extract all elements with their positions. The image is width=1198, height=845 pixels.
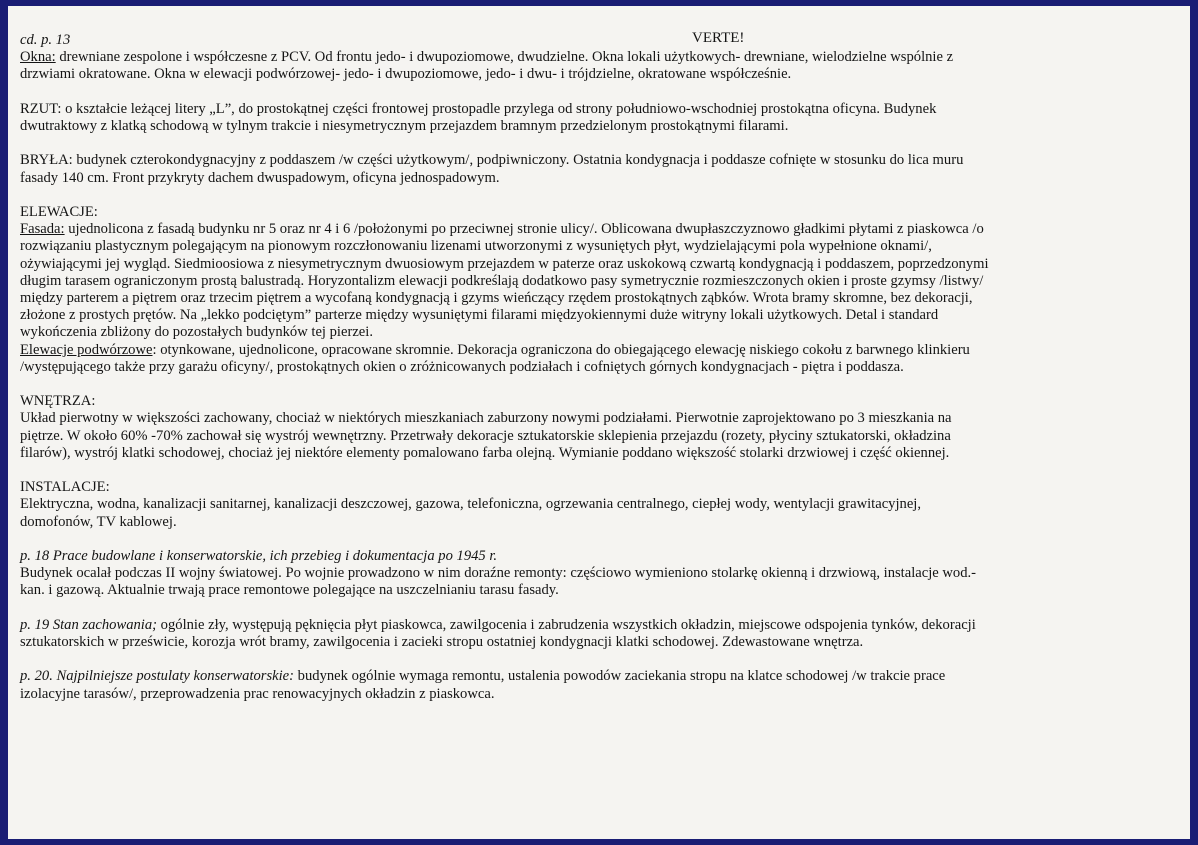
p20-line-1 — [20, 668, 1182, 685]
p18-section — [20, 548, 1182, 600]
podworzowe-label: Elewacje podwórzowe — [20, 341, 153, 358]
podworzowe-line-2: /występującego także przy garażu oficyny/, prostokątnych okien o zróżnicowanych podziałach i cofniętych górnych kondygnacjach - piętra i poddasza. — [20, 358, 904, 375]
instalacje-section — [20, 479, 1182, 531]
fasada-line-3: ożywiającymi jej wygląd. Siedmioosiowa z niesymetrycznym dwuosiowym przejazdem w paterze oraz uskokową czwartą kondygnacją i poddaszem, poprzedzonymi — [20, 255, 989, 272]
rzut-section — [20, 101, 1182, 135]
okna-label: Okna: — [20, 49, 56, 66]
okna-line-2: drzwiami okratowane. Okna w elewacji podwórzowej- jedo- i dwupoziomowe, jedo- i dwu- i trójdzielne, okratowane współcześnie. — [20, 66, 792, 83]
document-page — [8, 6, 1190, 839]
p19-text-1: ogólnie zły, występują pęknięcia płyt piaskowca, zawilgocenia i zabrudzenia wszystkich okładzin, miejscowe odspojenia tynków, dekoracji — [157, 616, 976, 633]
rzut-line-1: RZUT: o kształcie leżącej litery „L”, do prostokątnej części frontowej prostopadle przylega od strony południowo-wschodniej prostokątna oficyna. Budynek — [20, 100, 937, 117]
p19-line-1 — [20, 617, 1182, 634]
fasada-line-5: między parterem a piętrem oraz trzecim piętrem a wycofaną kondygnacją i gzyms wieńczący rzędem prostokątnych ząbków. Wrota bramy skromne, bez dekoracji, — [20, 290, 973, 306]
instalacje-line-1: Elektryczna, wodna, kanalizacji sanitarnej, kanalizacji deszczowej, gazowa, telefoniczna, ogrzewania centralnego, ciepłej wody, wentylacji grawitacyjnej, — [20, 496, 921, 513]
p20-section — [20, 668, 1182, 702]
p18-line-2: kan. i gazową. Aktualnie trwają prace remontowe polegające na uszczelnianiu tarasu fasady. — [20, 582, 559, 599]
p18-line-1: Budynek ocalał podczas II wojny światowej. Po wojnie prowadzono w nim doraźne remonty: częściowo wymieniono stolarkę okienną i drzwiową, instalacje wod.- — [20, 565, 977, 582]
fasada-text-1: ujednolicona z fasadą budynku nr 5 oraz nr 4 i 6 /położonymi po przeciwnej stronie ulicy/. Oblicowana dwupłaszczyznowo gładkimi płytami z piaskowca /o — [64, 221, 984, 238]
fasada-label: Fasada: — [20, 221, 65, 238]
okna-text-1: drewniane zespolone i współczesne z PCV. Od frontu jedo- i dwupoziomowe, dwudzielne. Okna lokali użytkowych- drewniane, wielodzielne wspólnie z — [55, 49, 954, 66]
elewacje-heading: ELEWACJE: — [20, 203, 98, 220]
p19-section — [20, 617, 1182, 651]
instalacje-heading: INSTALACJE: — [20, 479, 110, 496]
p18-heading: p. 18 Prace budowlane i konserwatorskie, ich przebieg i dokumentacja po 1945 r. — [20, 548, 498, 564]
fasada-line-7: wykończenia zbliżony do pozostałych budynków tej pierzei. — [20, 324, 373, 341]
instalacje-line-2: domofonów, TV kablowej. — [20, 513, 177, 530]
okna-line-1 — [20, 49, 1182, 66]
bryla-line-1: BRYŁA: budynek czterokondygnacyjny z poddaszem /w części użytkowym/, podpiwniczony. Ostatnia kondygnacja i poddasze cofnięte w stosunku do lica muru — [20, 152, 964, 169]
wnetrza-line-2: piętrze. W około 60% -70% zachował się wystrój wewnętrzny. Przetrwały dekoracje sztukatorskie sklepienia przejazdu (rozety, płyciny sztukatorski, okładzina — [20, 427, 951, 444]
document-body — [20, 32, 1182, 703]
verte-heading: VERTE! — [692, 30, 745, 46]
continuation-label: cd. p. 13 — [20, 32, 71, 48]
wnetrza-line-1: Układ pierwotny w większości zachowany, chociaż w niektórych mieszkaniach zaburzony nowymi podziałami. Pierwotnie zaprojektowano po 3 mieszkania na — [20, 410, 952, 427]
wnetrza-heading: WNĘTRZA: — [20, 393, 96, 410]
wnetrza-line-3: filarów), wystrój klatki schodowej, chociaż jej niektóre elementy pomalowano farba olejną. Wymianie poddano większość stolarki drzwiowej i część okiennej. — [20, 444, 950, 461]
fasada-line-1 — [20, 221, 1182, 238]
bryla-line-2: fasady 140 cm. Front przykryty dachem dwuspadowym, oficyna jednospadowym. — [20, 169, 500, 186]
rzut-line-2: dwutraktowy z klatką schodową w tylnym trakcie i niesymetrycznym przejazdem bramnym przedzielonym prostokątnymi filarami. — [20, 118, 789, 134]
wnetrza-section — [20, 393, 1182, 462]
fasada-line-6: złożone z prostych prętów. Na „lekko podciętym” parterze między wysuniętymi filarami międzyokiennymi duże witryny lokali użytkowych. Detal i standard — [20, 307, 939, 324]
bryla-section — [20, 152, 1182, 186]
p20-line-2: izolacyjne tarasów/, przeprowadzenia prac renowacyjnych okładzin z piaskowca. — [20, 685, 495, 702]
podworzowe-line-1 — [20, 342, 1182, 359]
p19-line-2: sztukatorskich w prześwicie, korozja wrót bramy, zawilgocenia i zacieki stropu ostatniej kondygnacji klatki schodowej. Zdewastowane wnętrza. — [20, 634, 864, 650]
fasada-line-4: długim tarasem ograniczonym prostą balustradą. Horyzontalizm elewacji podkreślają dodatkowo pasy symetrycznie rozmieszczonych okien i proste gzymsy /listwy/ — [20, 272, 984, 289]
okna-section — [20, 32, 1182, 84]
podworzowe-text-1: : otynkowane, ujednolicone, opracowane skromnie. Dekoracja ograniczona do obiegającego elewację niskiego cokołu z barwnego klinkieru — [152, 341, 970, 358]
p19-label: p. 19 Stan zachowania; — [20, 616, 158, 633]
p20-label: p. 20. Najpilniejsze postulaty konserwatorskie: — [20, 668, 295, 685]
fasada-line-2: rozwiązaniu plastycznym polegającym na pionowym rozczłonowaniu lizenami utworzonymi z wysuniętych płyt, wydzielającymi pola wypełnione oknami/, — [20, 238, 932, 255]
elewacje-section — [20, 204, 1182, 376]
p20-text-1: budynek ogólnie wymaga remontu, ustalenia powodów zaciekania stropu na klatce schodowej /w trakcie prace — [294, 668, 946, 685]
